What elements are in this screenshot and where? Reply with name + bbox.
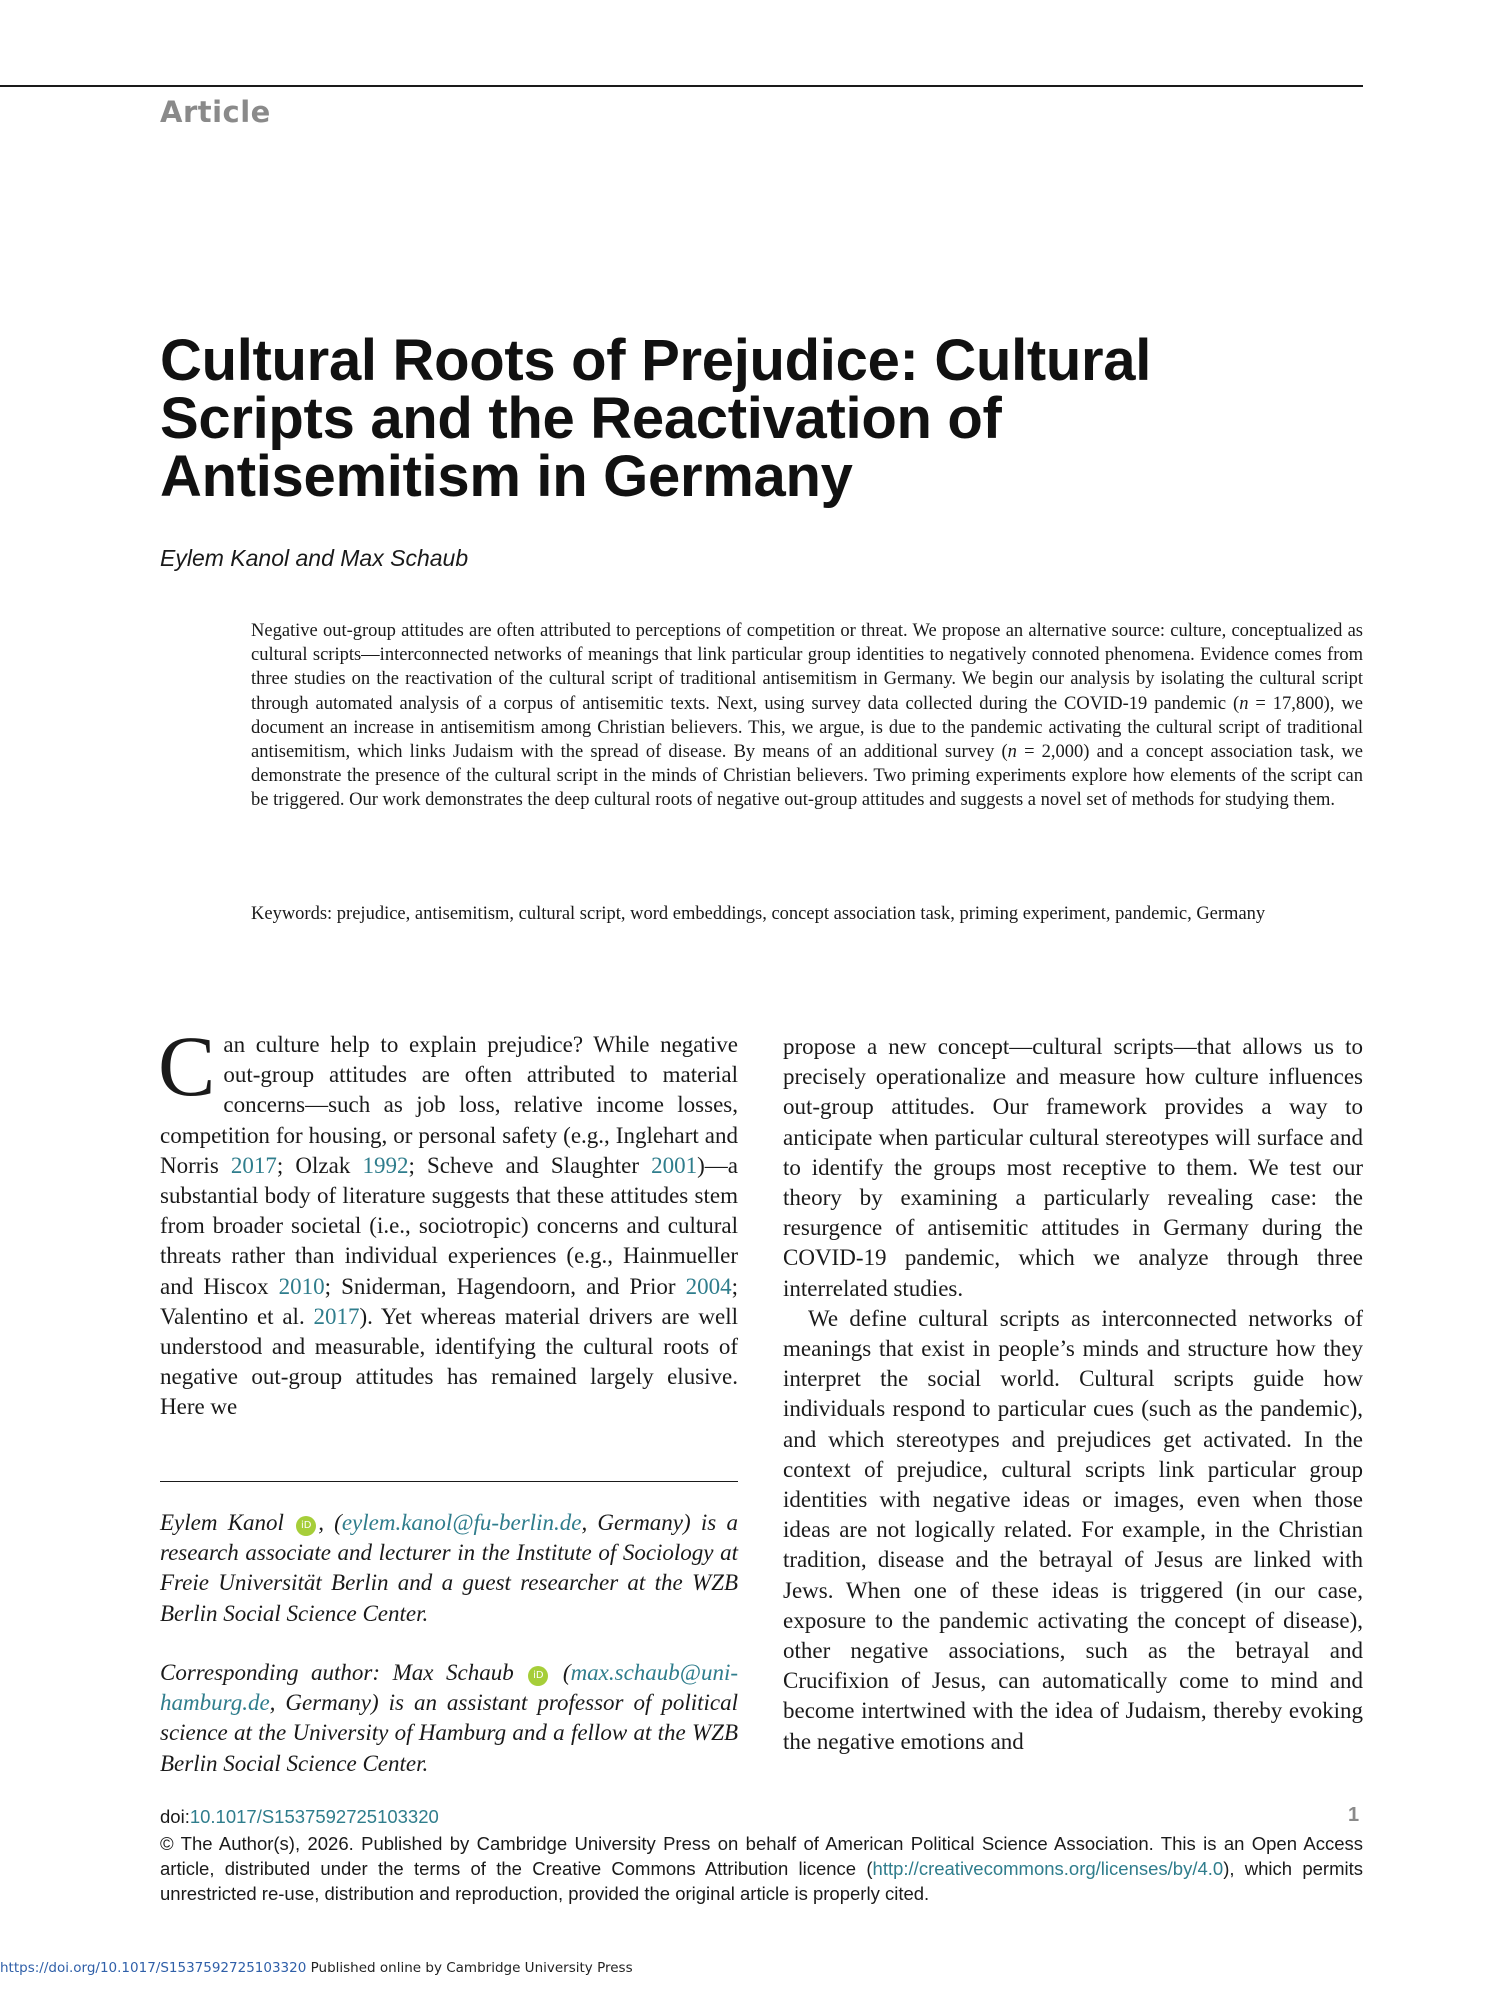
title-line: Cultural Roots of Prejudice: Cultural [160, 328, 1152, 393]
citation-link[interactable]: 1992 [362, 1152, 409, 1178]
keywords: Keywords: prejudice, antisemitism, cultural script, word embeddings, concept association task, priming experiment, pandemic, Germany [251, 904, 1266, 924]
intro-paragraph [158, 1018, 739, 1423]
citation-link[interactable]: 2004 [685, 1273, 732, 1299]
license-text: © The Author(s), 2026. Published by Cambridge University Press on behalf of American Political Science Association. This is an Open Access article, distributed under the terms of the Creative Commons Attribution licence ( [160, 1833, 1363, 1879]
author-note-kanol [160, 1508, 738, 1629]
citation-link[interactable]: 2017 [230, 1152, 277, 1178]
citation-link[interactable]: 2010 [278, 1273, 325, 1299]
footnote-name: Eylem Kanol [160, 1510, 284, 1535]
abstract [251, 619, 1363, 813]
page-number: 1 [1348, 1804, 1360, 1826]
footnote-name: Corresponding author: Max Schaub [160, 1660, 514, 1685]
doi-prefix: doi: [160, 1806, 190, 1827]
license-text: ), which permits unrestricted re-use, distribution and reproduction, provided the original article is properly cited. [160, 1858, 1363, 1904]
abstract-text: Negative out-group attitudes are often attributed to perceptions of competition or threat. We propose an alternative source: culture, conceptualized as cultural scripts—interconnected networks of meanings that link particular group identities to negatively connoted phenomena. Evidence comes from three studies on the reactivation of the cultural script of traditional antisemitism in Germany. We begin our analysis by isolating the cultural script through automated analysis of a corpus of antisemitic texts. Next, using survey data collected during the COVID-19 pandemic ( [251, 621, 1363, 714]
abstract-n: n [1007, 742, 1017, 763]
doi-link[interactable]: 10.1017/S1537592725103320 [189, 1806, 439, 1827]
footnote-text: ( [550, 1660, 571, 1685]
body-column-right [783, 1032, 1363, 1757]
bottom-doi-link[interactable]: https://doi.org/10.1017/S1537592725103320 [0, 1960, 307, 1976]
published-online-text: Published online by Cambridge University Press [306, 1960, 633, 1976]
publisher-strip [0, 1960, 633, 1976]
email-link[interactable]: eylem.kanol@fu-berlin.de [341, 1510, 582, 1535]
footnote-text: , Germany) is an assistant professor of political science at the University of Hamburg and a fellow at the WZB Berlin Social Science Center. [160, 1690, 738, 1776]
body-text: ; Sniderman, Hagendoorn, and Prior [324, 1273, 686, 1299]
body-text: ; Olzak [276, 1152, 363, 1178]
abstract-n: n [1239, 693, 1249, 714]
body-text: )—a substantial body of literature suggests that these attitudes stem from broader societal (i.e., sociotropic) concerns and cultural threats rather than individual experiences (e.g., Hainmueller and Hiscox [160, 1152, 738, 1299]
license-link[interactable]: http://creativecommons.org/licenses/by/4.0 [872, 1858, 1224, 1879]
article-title [160, 328, 1310, 509]
citation-link[interactable]: 2001 [651, 1152, 698, 1178]
author-note-schaub [160, 1658, 738, 1779]
body-text: ; Scheve and Slaughter [408, 1152, 652, 1178]
citation-link[interactable]: 2017 [313, 1303, 360, 1329]
body-column-left [158, 1018, 739, 1423]
footnote-text: , ( [318, 1510, 342, 1535]
abstract-text: = 2,000) and a concept association task, we demonstrate the presence of the cultural script in the minds of Christian believers. Two priming experiments explore how elements of the script can be triggered. Our work demonstrates the deep cultural roots of negative out-group attitudes and suggests a novel set of methods for studying them. [251, 742, 1363, 811]
body-paragraph: propose a new concept—cultural scripts—that allows us to precisely operationalize and measure how culture influences out-group attitudes. Our framework provides a way to anticipate when particular cultural stereotypes will surface and to identify the groups most receptive to them. We test our theory by examining a particularly revealing case: the resurgence of antisemitic attitudes in Germany during the COVID-19 pandemic, which we analyze through three interrelated studies. [783, 1034, 1363, 1301]
footnote-rule [160, 1481, 738, 1482]
orcid-icon[interactable]: iD [528, 1666, 548, 1686]
body-text: ; Valentino et al. [160, 1273, 739, 1329]
body-text: ). Yet whereas material drivers are well understood and measurable, identifying the cultural roots of negative out-group attitudes has remained largely elusive. Here we [160, 1303, 738, 1420]
footnote-text: , Germany) is a research associate and lecturer in the Institute of Sociology at Freie Universität Berlin and a guest researcher at the WZB Berlin Social Science Center. [160, 1510, 738, 1626]
email-link[interactable]: max.schaub@uni-hamburg.de [160, 1660, 738, 1716]
license-statement [160, 1831, 1363, 1906]
drop-cap: C [158, 1018, 216, 1114]
section-label: Article [160, 95, 271, 129]
header-rule [0, 85, 1363, 87]
title-line: Scripts and the Reactivation of [160, 386, 1002, 451]
body-paragraph: We define cultural scripts as interconnected networks of meanings that exist in people’s minds and structure how they interpret the social world. Cultural scripts guide how individuals respond to particular cues (such as the pandemic), and which stereotypes and prejudices get activated. In the context of prejudice, cultural scripts link particular group identities with negative ideas or images, even when those ideas are not logically related. For example, in the Christian tradition, disease and the betrayal of Jesus are linked with Jews. When one of these ideas is triggered (in our case, exposure to the pandemic activating the concept of disease), other negative associations, such as the betrayal and Crucifixion of Jesus, can automatically come to mind and become intertwined with the idea of Judaism, thereby evoking the negative emotions and [783, 1305, 1363, 1754]
author-list: Eylem Kanol and Max Schaub [160, 545, 469, 571]
abstract-text: = 17,800), we document an increase in antisemitism among Christian believers. This, we argue, is due to the pandemic activating the cultural script of traditional antisemitism, which links Judaism with the spread of disease. By means of an additional survey ( [251, 693, 1363, 763]
body-text: an culture help to explain prejudice? While negative out-group attitudes are often attributed to material concerns—such as job loss, relative income losses, competition for housing, or personal safety (e.g., Inglehart and Norris [160, 1032, 738, 1178]
orcid-icon[interactable]: iD [296, 1516, 316, 1536]
doi-line [160, 1806, 439, 1828]
title-line: Antisemitism in Germany [160, 444, 853, 509]
